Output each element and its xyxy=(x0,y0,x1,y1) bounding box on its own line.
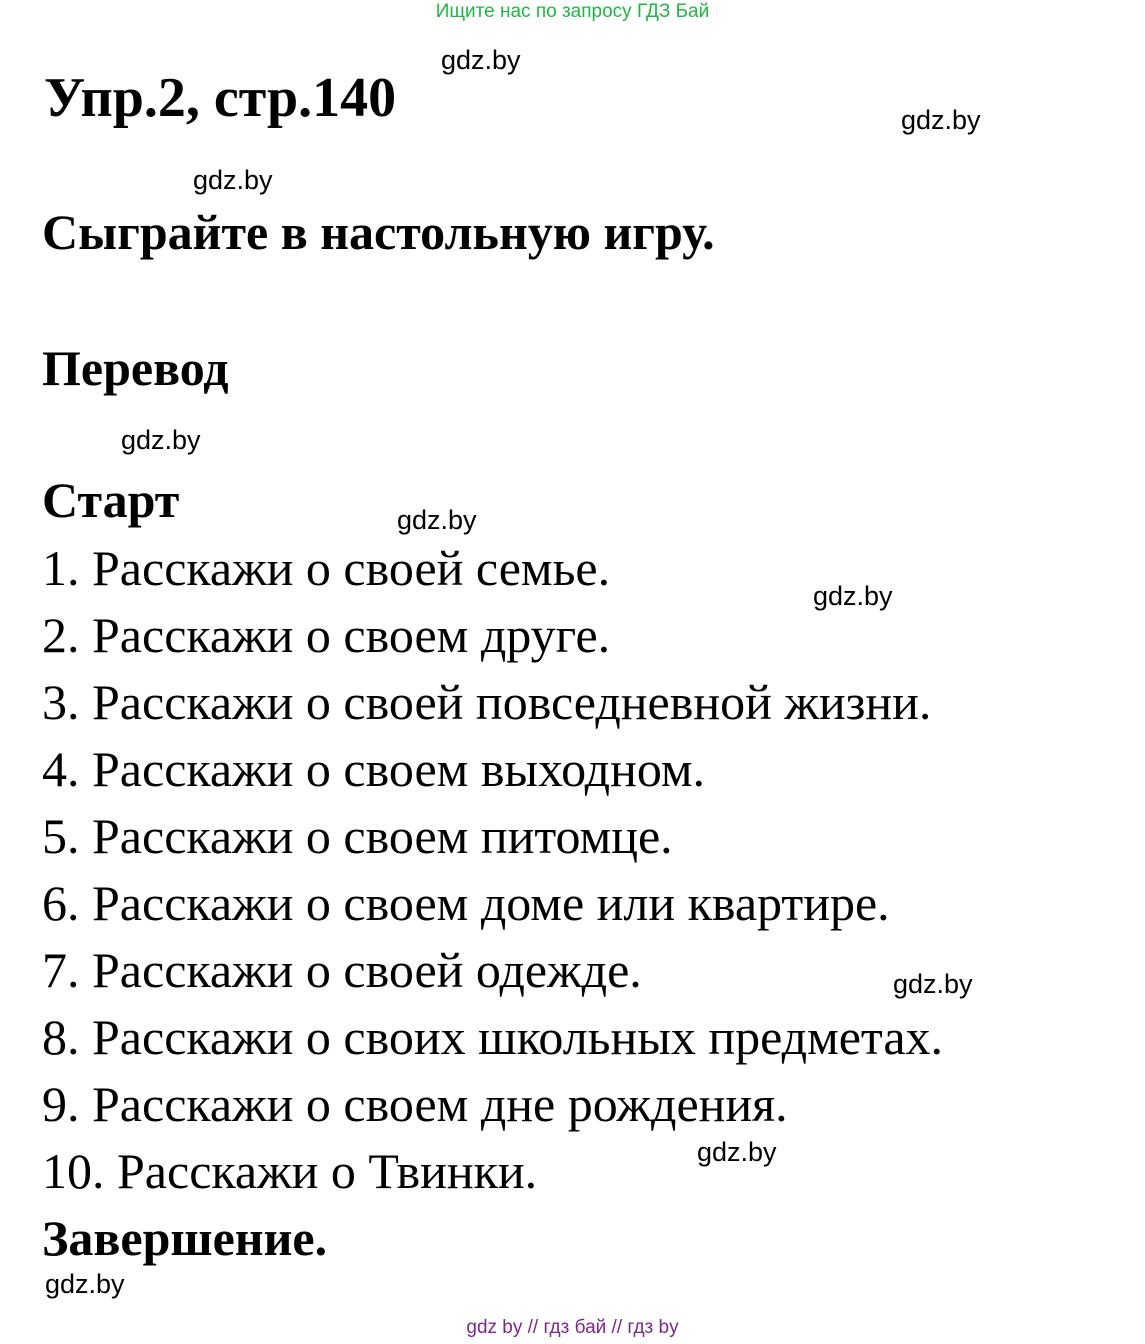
list-item: 3. Расскажи о своей повседневной жизни. xyxy=(42,674,932,730)
watermark: gdz.by xyxy=(893,969,973,999)
watermark: gdz.by xyxy=(813,581,893,611)
watermark: gdz.by xyxy=(397,505,477,535)
watermark: gdz.by xyxy=(441,45,521,75)
list-item: 6. Расскажи о своем доме или квартире. xyxy=(42,875,890,931)
watermark: gdz.by xyxy=(901,105,981,135)
watermark: gdz.by xyxy=(193,165,273,195)
list-item: 10. Расскажи о Твинки. xyxy=(42,1143,538,1199)
list-item: 5. Расскажи о своем питомце. xyxy=(42,808,673,864)
exercise-instruction: Сыграйте в настольную игру. xyxy=(42,204,715,260)
list-item: 9. Расскажи о своем дне рождения. xyxy=(42,1076,788,1132)
top-note: Ищите нас по запросу ГДЗ Бай xyxy=(435,1,710,22)
list-item: 2. Расскажи о своем друге. xyxy=(42,607,611,663)
list-item: 7. Расскажи о своей одежде. xyxy=(42,942,642,998)
watermark: gdz.by xyxy=(121,425,201,455)
translation-heading: Перевод xyxy=(42,340,229,396)
footer-note: gdz by // гдз бай // гдз by xyxy=(466,1317,679,1338)
list-item: 1. Расскажи о своей семье. xyxy=(42,540,611,596)
watermark: gdz.by xyxy=(45,1269,125,1299)
list-item: 4. Расскажи о своем выходном. xyxy=(42,741,706,797)
watermark: gdz.by xyxy=(697,1137,777,1167)
start-heading: Старт xyxy=(42,472,180,528)
finish-heading: Завершение. xyxy=(42,1210,328,1266)
list-item: 8. Расскажи о своих школьных предметах. xyxy=(42,1009,944,1065)
page-title: Упр.2, стр.140 xyxy=(44,67,397,129)
